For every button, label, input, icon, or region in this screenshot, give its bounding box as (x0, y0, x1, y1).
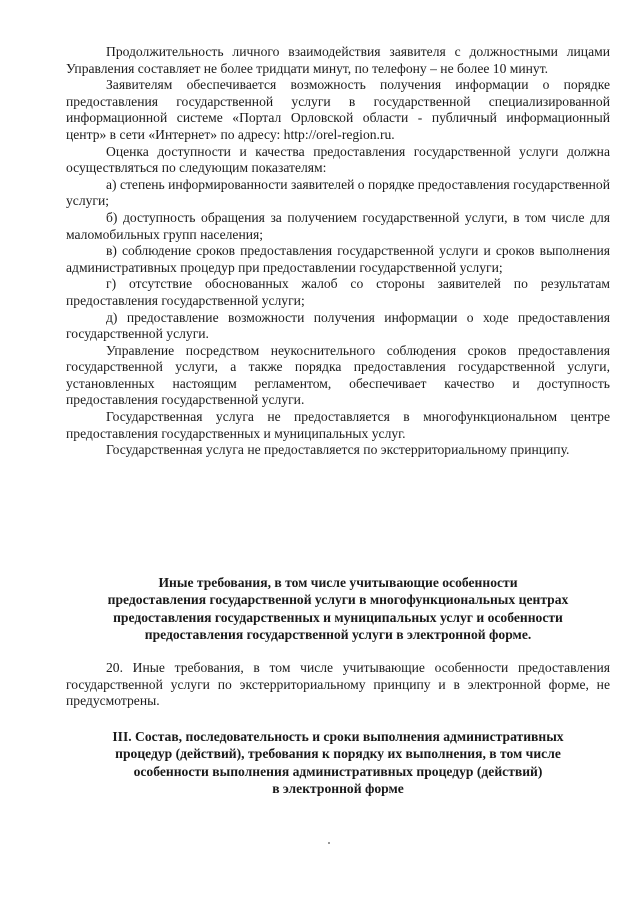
paragraph-duration: Продолжительность личного взаимодействия заявителя с должностными лицами Управления составляет не более тридцати минут, по телефону – не более 10 минут. (66, 44, 610, 76)
heading-line: III. Состав, последовательность и сроки выполнения административных (112, 729, 564, 744)
heading-line: особенности выполнения административных процедур (действий) (133, 763, 543, 779)
heading-line: предоставления государственных и муниципальных услуг и особенности (113, 609, 563, 625)
list-item-b: б) доступность обращения за получением государственной услуги, в том числе для маломобильных групп населения; (66, 209, 610, 242)
heading-line: предоставления государственной услуги в многофункциональных центрах (107, 592, 569, 608)
section-heading-other-requirements (66, 574, 610, 644)
heading-line: Иные требования, в том числе учитывающие особенности (158, 575, 518, 590)
heading-line: предоставления государственной услуги в электронной форме. (144, 627, 532, 643)
list-item-g: г) отсутствие обоснованных жалоб со стороны заявителей по результатам предоставления государственной услуги; (66, 276, 610, 308)
paragraph-section-20: 20. Иные требования, в том числе учитывающие особенности предоставления государственной услуги по экстерриториальному принципу и в электронной форме, не предусмотрены. (66, 660, 610, 709)
heading-line: в электронной форме (272, 781, 404, 797)
list-item-a: а) степень информированности заявителей о порядке предоставления государственной услуги; (66, 176, 611, 209)
paragraph-portal-info: Заявителям обеспечивается возможность получения информации о порядке предоставления государственной услуги в государственной специализированной информационной системе «Портал Орловской области - публичный информационный центр» в сети «Интернет» по адресу: http://orel-region.ru. (66, 77, 610, 142)
paragraph-management-quality: Управление посредством неукоснительного соблюдения сроков предоставления государственной услуги, а также порядка предоставления государственной услуги, установленных настоящим регламентом, обеспечивает качество и доступность предоставления государственной услуги. (66, 342, 610, 408)
body-text (66, 44, 610, 459)
section-heading-iii (66, 728, 610, 798)
paragraph-quality-assessment: Оценка доступности и качества предоставления государственной услуги должна осуществляться по следующим показателям: (66, 143, 610, 176)
scan-speck (328, 842, 330, 844)
paragraph-extraterritorial: Государственная услуга не предоставляется по экстерриториальному принципу. (106, 442, 570, 458)
section-20 (66, 660, 610, 710)
list-item-d: д) предоставление возможности получения информации о ходе предоставления государственной услуги. (66, 309, 610, 342)
heading-line: процедур (действий), требования к порядку их выполнения, в том числе (115, 746, 561, 762)
paragraph-mfc: Государственная услуга не предоставляется в многофункциональном центре предоставления государственных и муниципальных услуг. (66, 409, 610, 441)
list-item-v: в) соблюдение сроков предоставления государственной услуги и сроков выполнения административных процедур при предоставлении государственной услуги; (66, 243, 610, 275)
